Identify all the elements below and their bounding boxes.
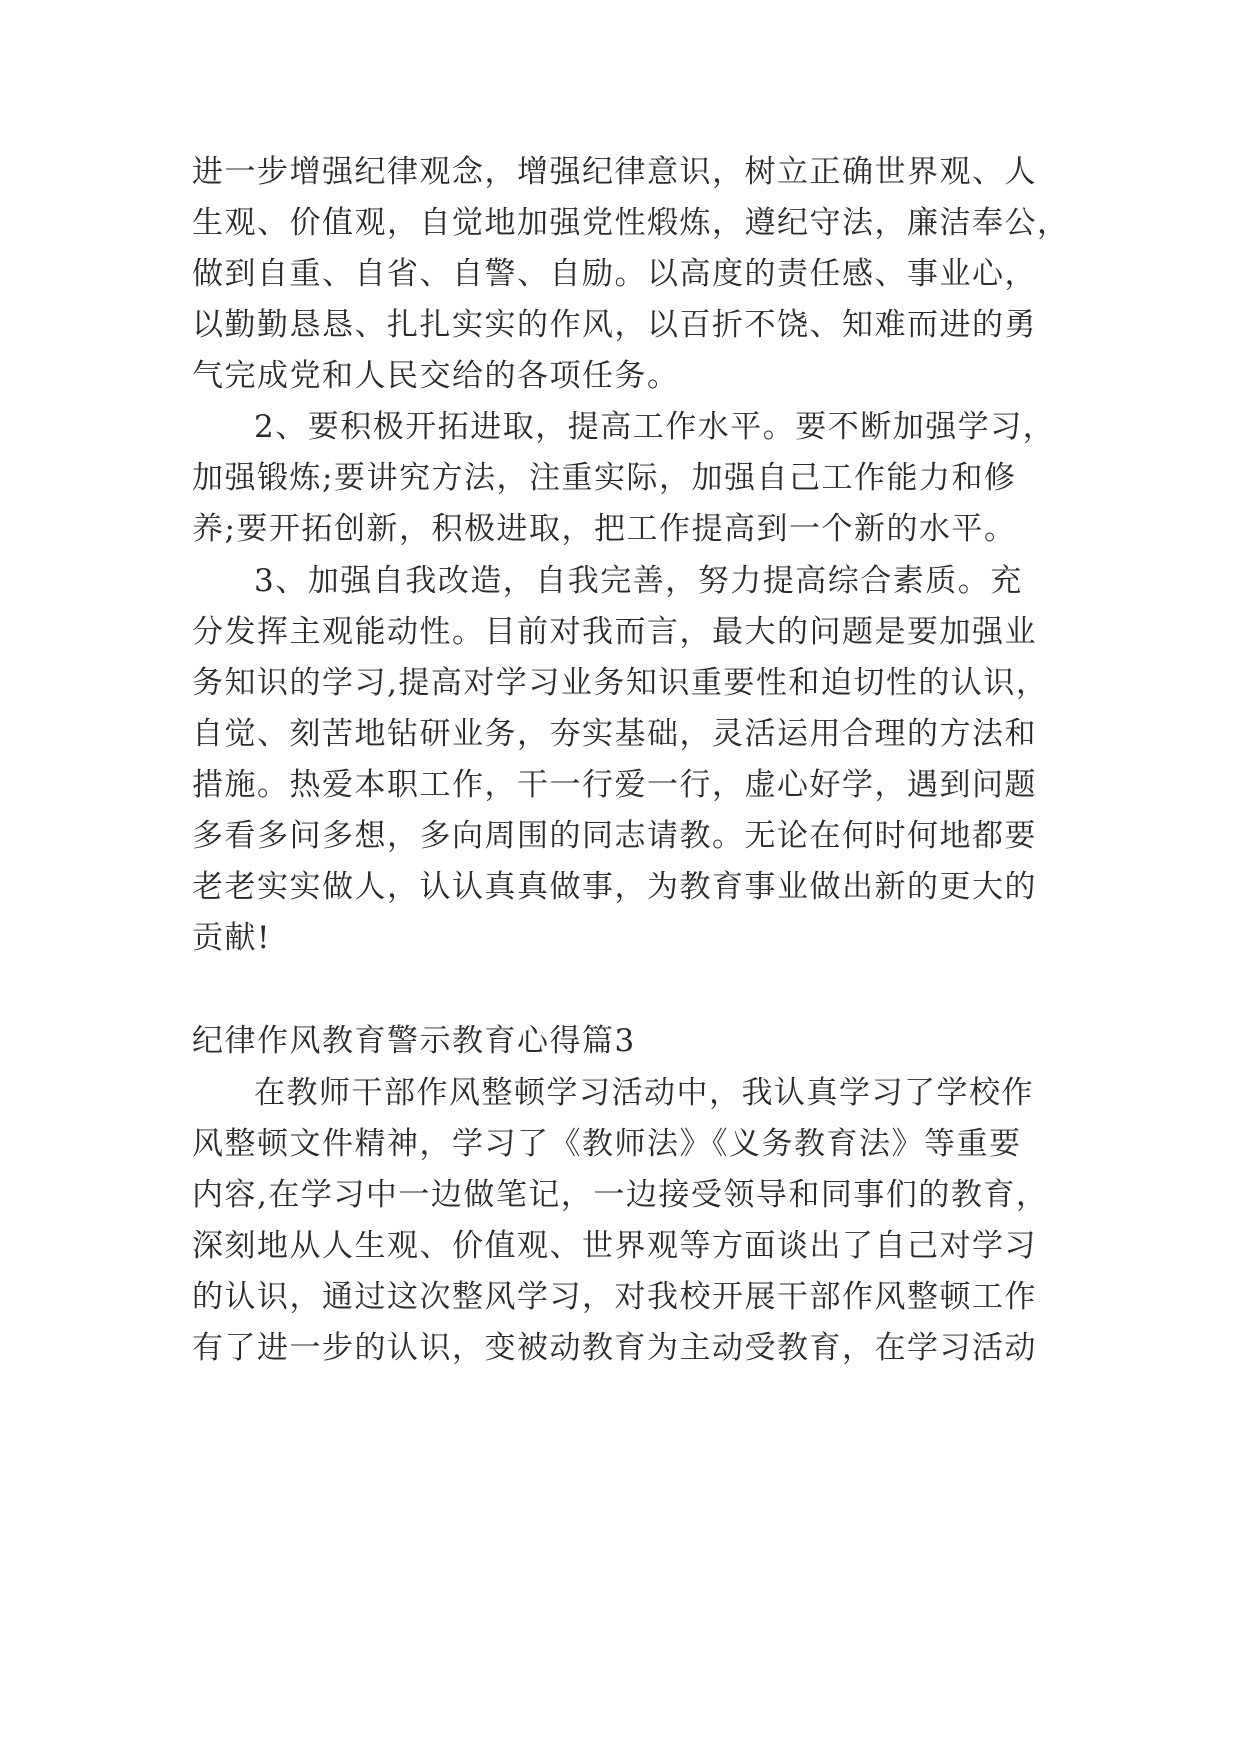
section-paragraph-line: 内容,在学习中一边做笔记，一边接受领导和同事们的教育， bbox=[192, 1177, 1049, 1213]
list-item-3-line: 分发挥主观能动性。目前对我而言，最大的问题是要加强业 bbox=[192, 614, 1037, 650]
paragraph-line: 生观、价值观，自觉地加强党性煅炼，遵纪守法，廉洁奉公， bbox=[192, 205, 1070, 241]
list-item-2-line: 加强锻炼;要讲究方法，注重实际，加强自己工作能力和修 bbox=[192, 460, 1017, 496]
list-item-3-line: 老老实实做人，认认真真做事，为教育事业做出新的更大的 bbox=[192, 869, 1037, 905]
section-paragraph-line: 有了进一步的认识，变被动教育为主动受教育，在学习活动 bbox=[192, 1330, 1037, 1366]
section-heading: 纪律作风教育警示教育心得篇3 bbox=[192, 1023, 636, 1059]
list-item-2-line: 2、要积极开拓进取，提高工作水平。要不断加强学习， bbox=[254, 409, 1056, 445]
list-item-3-line: 措施。热爱本职工作，干一行爱一行，虚心好学，遇到问题 bbox=[192, 767, 1037, 803]
list-item-2-line: 养;要开拓创新，积极进取，把工作提高到一个新的水平。 bbox=[192, 511, 1017, 547]
paragraph-line: 以勤勤恳恳、扎扎实实的作风，以百折不饶、知难而进的勇 bbox=[192, 307, 1037, 343]
list-item-3-line: 贡献! bbox=[192, 920, 271, 956]
paragraph-line: 进一步增强纪律观念，增强纪律意识，树立正确世界观、人 bbox=[192, 154, 1037, 190]
list-item-3-line: 3、加强自我改造，自我完善，努力提高综合素质。充 bbox=[254, 563, 1023, 599]
list-item-3-line: 多看多问多想，多向周围的同志请教。无论在何时何地都要 bbox=[192, 818, 1037, 854]
paragraph-line: 气完成党和人民交给的各项任务。 bbox=[192, 358, 680, 394]
section-paragraph-line: 在教师干部作风整顿学习活动中，我认真学习了学校作 bbox=[254, 1075, 1034, 1111]
section-paragraph-line: 风整顿文件精神，学习了《教师法》《义务教育法》等重要 bbox=[192, 1126, 1022, 1162]
list-item-3-line: 自觉、刻苦地钻研业务，夯实基础，灵活运用合理的方法和 bbox=[192, 716, 1037, 752]
paragraph-line: 做到自重、自省、自警、自励。以高度的责任感、事业心， bbox=[192, 256, 1037, 292]
section-paragraph-line: 深刻地从人生观、价值观、世界观等方面谈出了自己对学习 bbox=[192, 1228, 1037, 1264]
list-item-3-line: 务知识的学习,提高对学习业务知识重要性和迫切性的认识， bbox=[192, 665, 1049, 701]
section-paragraph-line: 的认识，通过这次整风学习，对我校开展干部作风整顿工作 bbox=[192, 1279, 1037, 1315]
